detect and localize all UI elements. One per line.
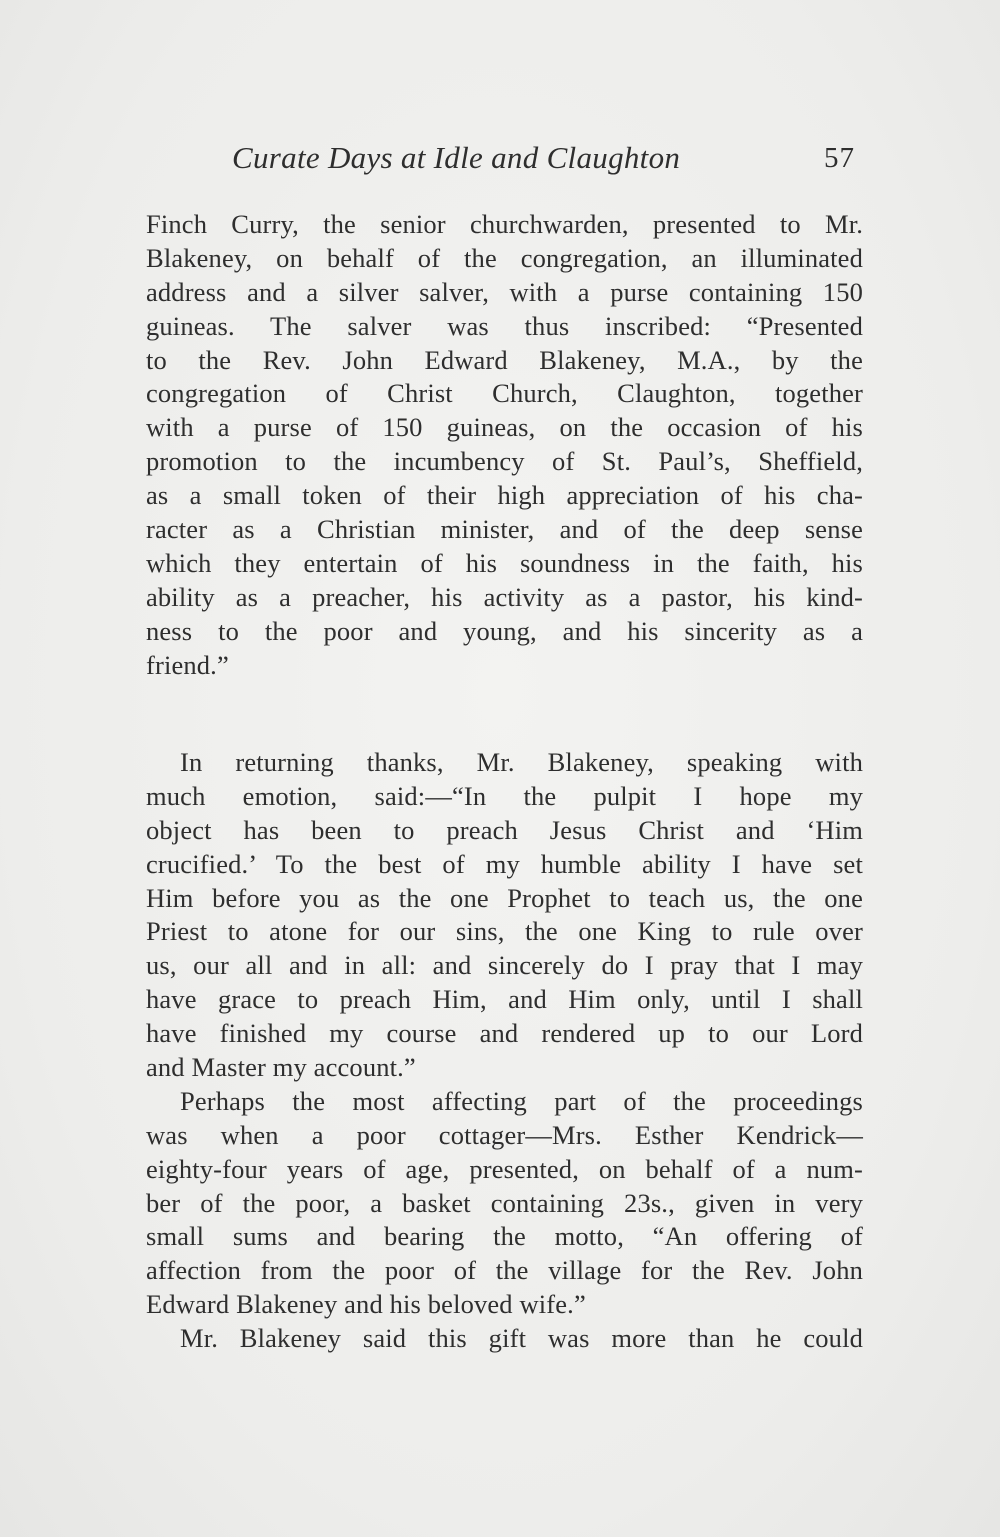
text-line: affection from the poor of the village for the Rev. John <box>146 1255 863 1286</box>
text-line: Perhaps the most affecting part of the proceedings <box>180 1085 863 1116</box>
text-line: Him before you as the one Prophet to teach us, the one <box>146 882 863 913</box>
text-line: ber of the poor, a basket containing 23s., given in very <box>146 1187 863 1218</box>
text-line: guineas. The salver was thus inscribed: “Presented <box>146 310 863 341</box>
running-head <box>150 140 855 184</box>
text-line: In returning thanks, Mr. Blakeney, speaking with <box>180 747 863 777</box>
text-line: Blakeney, on behalf of the congregation, an illuminated <box>146 242 863 273</box>
text-line: address and a silver salver, with a purse containing 150 <box>146 276 863 307</box>
text-line: racter as a Christian minister, and of the deep sense <box>146 514 863 545</box>
text-line: to the Rev. John Edward Blakeney, M.A., by the <box>146 344 863 375</box>
text-line: promotion to the incumbency of St. Paul’s, Sheffield, <box>146 446 863 477</box>
text-line: and Master my account.” <box>146 1052 416 1083</box>
text-line: ability as a preacher, his activity as a pastor, his kind- <box>146 581 863 612</box>
text-line: object has been to preach Jesus Christ and ‘Him <box>146 814 863 845</box>
text-line: which they entertain of his soundness in the faith, his <box>146 547 863 578</box>
text-line: friend.” <box>146 649 229 680</box>
paragraph-group-thanks <box>146 746 863 1356</box>
text-line: have finished my course and rendered up to our Lord <box>146 1018 863 1049</box>
text-line: small sums and bearing the motto, “An offering of <box>146 1221 863 1252</box>
text-line: as a small token of their high appreciation of his cha- <box>146 480 863 511</box>
text-line: with a purse of 150 guineas, on the occasion of his <box>146 412 863 443</box>
text-line: have grace to preach Him, and Him only, until I shall <box>146 984 863 1015</box>
text-line: Finch Curry, the senior churchwarden, presented to Mr. <box>146 209 863 239</box>
text-line: Edward Blakeney and his beloved wife.” <box>146 1289 586 1320</box>
text-line: crucified.’ To the best of my humble ability I have set <box>146 848 863 879</box>
text-line: congregation of Christ Church, Claughton, together <box>146 378 863 409</box>
text-line: Mr. Blakeney said this gift was more than he could <box>180 1323 863 1354</box>
text-line: eighty-four years of age, presented, on behalf of a num- <box>146 1153 863 1184</box>
paragraph-presentation <box>146 208 863 682</box>
page-number: 57 <box>824 142 855 174</box>
text-line: ness to the poor and young, and his sincerity as a <box>146 615 863 646</box>
text-line: us, our all and in all: and sincerely do I pray that I may <box>146 950 863 981</box>
text-line: was when a poor cottager—Mrs. Esther Kendrick— <box>146 1119 863 1150</box>
text-line: much emotion, said:—“In the pulpit I hope my <box>146 780 863 811</box>
running-title: Curate Days at Idle and Claughton <box>232 140 681 175</box>
text-line: Priest to atone for our sins, the one King to rule over <box>146 916 863 947</box>
